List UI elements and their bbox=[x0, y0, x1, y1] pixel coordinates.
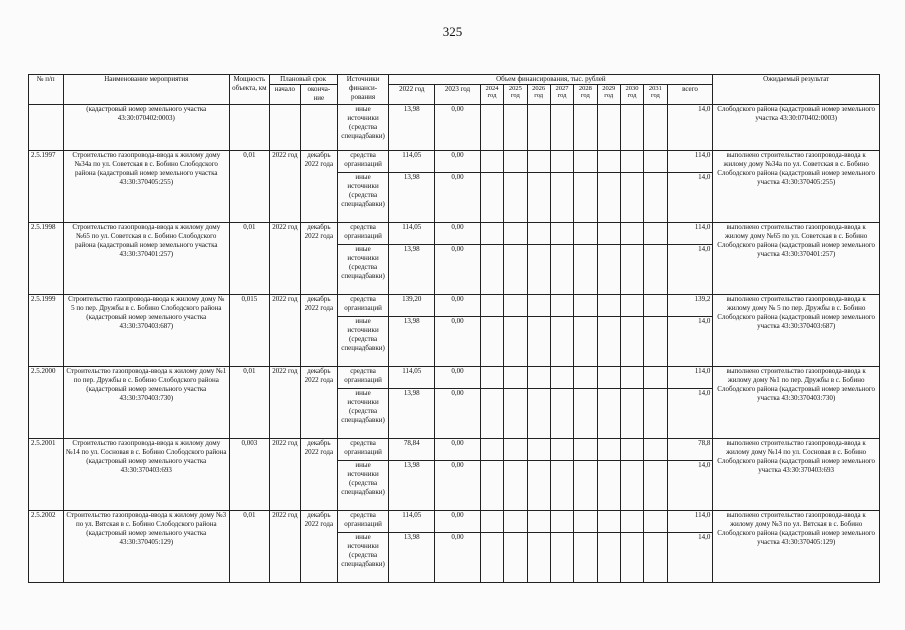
row-end: декабрь 2022 года bbox=[301, 295, 338, 367]
row-name: Строительство газопровода-ввода к жилому дому №3 по ул. Вятская в с. Бобино Слободского района (кадастровый номер земельного участка 43:30:370405:129) bbox=[63, 511, 230, 583]
row-capacity: 0,01 bbox=[230, 367, 270, 439]
row-source-1: средства организаций bbox=[337, 367, 389, 389]
row-source-1: средства организаций bbox=[337, 151, 389, 173]
row-num: 2.5.1998 bbox=[29, 223, 64, 295]
row-total-2: 14,0 bbox=[667, 533, 713, 583]
row-total-1: 114,0 bbox=[667, 511, 713, 533]
row-2023-2: 0,00 bbox=[435, 173, 481, 223]
row-2022-2: 13,98 bbox=[389, 317, 435, 367]
row-source-2: иные источники (средства спецнадбавки) bbox=[337, 245, 389, 295]
row-num: 2.5.2002 bbox=[29, 511, 64, 583]
row-name: Строительство газопровода-ввода к жилому дому № 5 по пер. Дружбы в с. Бобино Слободского района (кадастровый номер земельного участка 43:30:370403:687) bbox=[63, 295, 230, 367]
row-capacity: 0,003 bbox=[230, 439, 270, 511]
row-capacity: 0,01 bbox=[230, 151, 270, 223]
row-2022: 13,98 bbox=[389, 105, 435, 151]
row-source-1: средства организаций bbox=[337, 223, 389, 245]
funding-table bbox=[28, 74, 880, 583]
header-2027: 2027 год bbox=[550, 85, 573, 105]
table-row bbox=[29, 223, 880, 245]
row-2022-2: 13,98 bbox=[389, 389, 435, 439]
row-2023-2: 0,00 bbox=[435, 389, 481, 439]
row-num: 2.5.2001 bbox=[29, 439, 64, 511]
row-capacity: 0,015 bbox=[230, 295, 270, 367]
row-result: выполнено строительство газопровода-ввода к жилому дому №3 по ул. Вятская в с. Бобино Слободского района (кадастровый номер земельного участка 43:30:370405:129) bbox=[713, 511, 880, 583]
header-2026: 2026 год bbox=[527, 85, 550, 105]
row-start: 2022 год bbox=[269, 511, 300, 583]
row-source: иные источники (средства спецнадбавки) bbox=[337, 105, 389, 151]
row-2023-2: 0,00 bbox=[435, 245, 481, 295]
header-2025: 2025 год bbox=[504, 85, 527, 105]
row-source-1: средства организаций bbox=[337, 439, 389, 461]
header-sources: Источники финанси- рования bbox=[337, 75, 389, 105]
header-name: Наименование мероприятия bbox=[63, 75, 230, 105]
row-total-1: 114,0 bbox=[667, 367, 713, 389]
row-num: 2.5.2000 bbox=[29, 367, 64, 439]
header-num: № п/п bbox=[29, 75, 64, 105]
row-result: выполнено строительство газопровода-ввода к жилому дому №65 по ул. Советская в с. Бобино Слободского района (кадастровый номер земельного участка 43:30:370401:257) bbox=[713, 223, 880, 295]
row-start: 2022 год bbox=[269, 223, 300, 295]
row-source-1: средства организаций bbox=[337, 511, 389, 533]
row-name: Строительство газопровода-ввода к жилому дому №65 по ул. Советская в с. Бобино Слободского района (кадастровый номер земельного участка 43:30:370401:257) bbox=[63, 223, 230, 295]
row-2022-1: 114,05 bbox=[389, 367, 435, 389]
row-result: выполнено строительство газопровода-ввода к жилому дому №14 по ул. Сосновая в с. Бобино Слободского района (кадастровый номер земельного участка 43:30:370403:693 bbox=[713, 439, 880, 511]
header-plan-term: Плановый срок bbox=[269, 75, 337, 85]
row-total-1: 78,8 bbox=[667, 439, 713, 461]
header-2031: 2031 год bbox=[644, 85, 667, 105]
row-end: декабрь 2022 года bbox=[301, 439, 338, 511]
row-start: 2022 год bbox=[269, 295, 300, 367]
table-row bbox=[29, 295, 880, 317]
row-result: выполнено строительство газопровода-ввода к жилому дому № 5 по пер. Дружбы в с. Бобино Слободского района (кадастровый номер земельного участка 43:30:370403:687) bbox=[713, 295, 880, 367]
row-total-2: 14,0 bbox=[667, 317, 713, 367]
row-total-2: 14,0 bbox=[667, 461, 713, 511]
table-row bbox=[29, 105, 880, 151]
row-2023-1: 0,00 bbox=[435, 439, 481, 461]
row-2022-1: 78,84 bbox=[389, 439, 435, 461]
table-row bbox=[29, 151, 880, 173]
row-source-2: иные источники (средства спецнадбавки) bbox=[337, 173, 389, 223]
header-2029: 2029 год bbox=[597, 85, 620, 105]
header-2024: 2024 год bbox=[480, 85, 503, 105]
row-2023-1: 0,00 bbox=[435, 367, 481, 389]
row-total-1: 114,0 bbox=[667, 223, 713, 245]
table-row bbox=[29, 511, 880, 533]
row-2022-2: 13,98 bbox=[389, 245, 435, 295]
row-source-2: иные источники (средства спецнадбавки) bbox=[337, 389, 389, 439]
header-2030: 2030 год bbox=[620, 85, 643, 105]
row-result: выполнено строительство газопровода-ввода к жилому дому №34а по ул. Советская в с. Бобино Слободского района (кадастровый номер земельного участка 43:30:370405:255) bbox=[713, 151, 880, 223]
row-start: 2022 год bbox=[269, 367, 300, 439]
row-2023-2: 0,00 bbox=[435, 317, 481, 367]
row-total-1: 139,2 bbox=[667, 295, 713, 317]
row-2022-2: 13,98 bbox=[389, 533, 435, 583]
header-2022: 2022 год bbox=[389, 85, 435, 105]
row-result: Слободского района (кадастровый номер земельного участка 43:30:070402:0003) bbox=[713, 105, 880, 151]
row-start: 2022 год bbox=[269, 439, 300, 511]
row-start: 2022 год bbox=[269, 151, 300, 223]
row-name: (кадастровый номер земельного участка 43:30:070402:0003) bbox=[63, 105, 230, 151]
table-row bbox=[29, 439, 880, 461]
row-capacity: 0,01 bbox=[230, 511, 270, 583]
row-result: выполнено строительство газопровода-ввода к жилому дому №1 по пер. Дружбы в с. Бобино Слободского района (кадастровый номер земельного участка 43:30:370403:730) bbox=[713, 367, 880, 439]
header-total: всего bbox=[667, 85, 713, 105]
row-end: декабрь 2022 года bbox=[301, 151, 338, 223]
row-2023-1: 0,00 bbox=[435, 511, 481, 533]
row-source-1: средства организаций bbox=[337, 295, 389, 317]
page-number: 325 bbox=[442, 24, 463, 39]
header-capacity: Мощность объекта, км bbox=[230, 75, 270, 105]
row-2023-1: 0,00 bbox=[435, 295, 481, 317]
header-2023: 2023 год bbox=[435, 85, 481, 105]
row-2022-1: 114,05 bbox=[389, 511, 435, 533]
row-2022-1: 114,05 bbox=[389, 151, 435, 173]
row-num: 2.5.1999 bbox=[29, 295, 64, 367]
row-name: Строительство газопровода-ввода к жилому дому №14 по ул. Сосновая в с. Бобино Слободского района (кадастровый номер земельного участка 43:30:370403:693 bbox=[63, 439, 230, 511]
row-2023: 0,00 bbox=[435, 105, 481, 151]
row-name: Строительство газопровода-ввода к жилому дому №1 по пер. Дружбы в с. Бобино Слободского района (кадастровый номер земельного участка 43:30:370403:730) bbox=[63, 367, 230, 439]
table-row bbox=[29, 367, 880, 389]
row-2022-1: 139,20 bbox=[389, 295, 435, 317]
row-end: декабрь 2022 года bbox=[301, 511, 338, 583]
row-capacity: 0,01 bbox=[230, 223, 270, 295]
row-end: декабрь 2022 года bbox=[301, 223, 338, 295]
row-num: 2.5.1997 bbox=[29, 151, 64, 223]
row-2023-1: 0,00 bbox=[435, 151, 481, 173]
row-2023-1: 0,00 bbox=[435, 223, 481, 245]
header-funding: Объем финансирования, тыс. рублей bbox=[389, 75, 713, 85]
row-2022-2: 13,98 bbox=[389, 461, 435, 511]
row-total-2: 14,0 bbox=[667, 173, 713, 223]
row-total-2: 14,0 bbox=[667, 245, 713, 295]
row-2022-2: 13,98 bbox=[389, 173, 435, 223]
row-source-2: иные источники (средства спецнадбавки) bbox=[337, 317, 389, 367]
row-2022-1: 114,05 bbox=[389, 223, 435, 245]
row-total-2: 14,0 bbox=[667, 389, 713, 439]
row-2023-2: 0,00 bbox=[435, 533, 481, 583]
row-2023-2: 0,00 bbox=[435, 461, 481, 511]
header-2028: 2028 год bbox=[574, 85, 597, 105]
row-total: 14,0 bbox=[667, 105, 713, 151]
row-source-2: иные источники (средства спецнадбавки) bbox=[337, 533, 389, 583]
header-end: оконча- ние bbox=[301, 85, 338, 105]
header-start: начало bbox=[269, 85, 300, 105]
header-result: Ожидаемый результат bbox=[713, 75, 880, 105]
row-name: Строительство газопровода-ввода к жилому дому №34а по ул. Советская в с. Бобино Слободского района (кадастровый номер земельного участка 43:30:370405:255) bbox=[63, 151, 230, 223]
row-source-2: иные источники (средства спецнадбавки) bbox=[337, 461, 389, 511]
row-end: декабрь 2022 года bbox=[301, 367, 338, 439]
row-total-1: 114,0 bbox=[667, 151, 713, 173]
